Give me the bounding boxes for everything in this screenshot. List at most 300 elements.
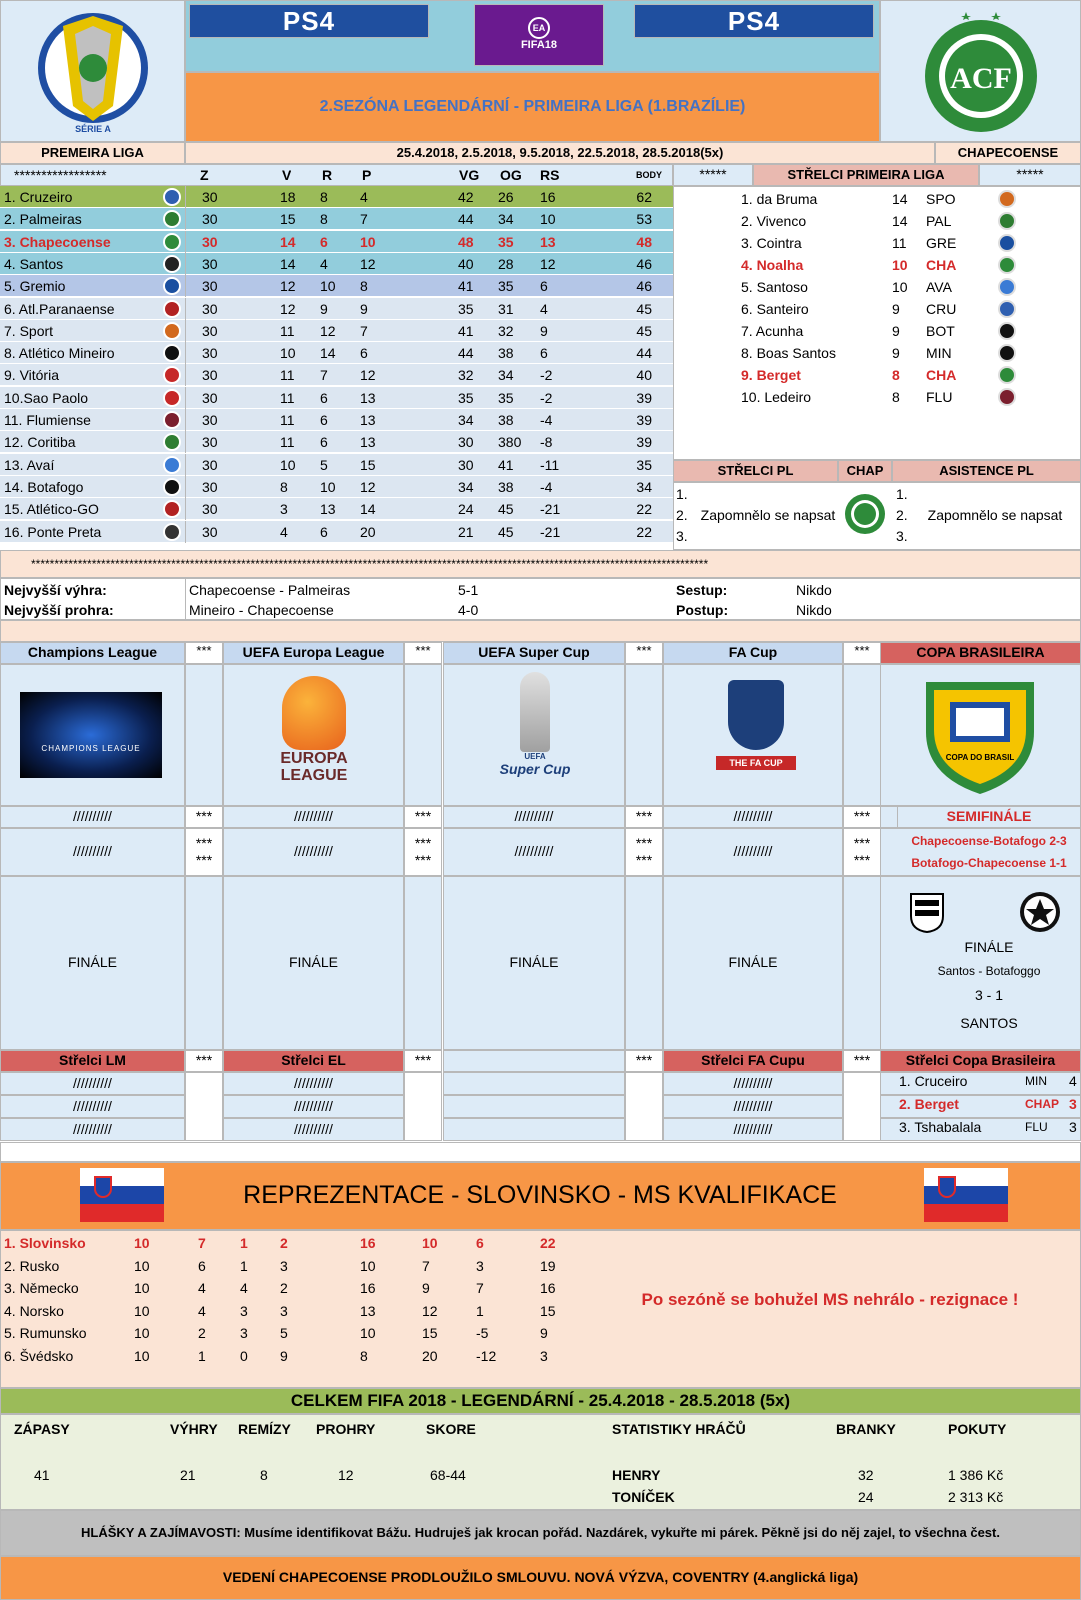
table-cell-og: 35: [498, 278, 514, 295]
slovenia-flag-left-icon: [80, 1168, 164, 1222]
table-cell-r: 10: [320, 278, 336, 295]
national-cell-z: 10: [134, 1257, 150, 1274]
slovenia-flag-right-icon: [924, 1168, 1008, 1222]
table-cell-rs: 12: [540, 255, 556, 272]
chapecoense-logo-icon: [916, 6, 1046, 136]
cup-final: FINÁLE: [663, 876, 843, 1050]
table-cell-r: 14: [320, 345, 336, 362]
asistence-pl-header: ASISTENCE PL: [892, 460, 1081, 482]
cup-placeholder: //////////: [223, 828, 404, 876]
cup-scorer-empty: [443, 1095, 625, 1118]
club-crest-icon: [163, 411, 181, 429]
copa-scorer-name: 3. Tshabalala: [899, 1119, 982, 1135]
copa-final-block: [897, 935, 1081, 1035]
table-cell-og: 35: [498, 233, 514, 250]
team-name: 12. Coritiba: [4, 434, 76, 451]
table-header-stars: *****************: [14, 167, 107, 183]
table-cell-v: 18: [280, 189, 296, 205]
table-cell-rs: 6: [540, 278, 548, 295]
club-crest-icon: [163, 233, 181, 251]
scorer-club-icon: [998, 366, 1016, 384]
club-crest-icon: [163, 188, 181, 206]
national-team: 4. Norsko: [4, 1302, 64, 1319]
champions-league-logo-icon: CHAMPIONS LEAGUE: [20, 692, 162, 778]
table-cell-v: 14: [280, 233, 296, 250]
club-crest-icon: [163, 523, 181, 541]
copa-scorer-club: CHAP: [1025, 1097, 1060, 1111]
copa-scorer-row: [897, 1070, 1081, 1093]
cup-stars: ***: [843, 642, 881, 664]
table-cell-body: 45: [636, 300, 652, 317]
team-name: 5. Gremio: [4, 278, 66, 295]
table-row: [0, 476, 673, 498]
table-cell-p: 13: [360, 434, 376, 451]
table-row-divider: [185, 320, 186, 342]
table-cell-p: 4: [360, 189, 368, 205]
copa-scorer-row: [897, 1093, 1081, 1116]
table-cell-v: 15: [280, 211, 296, 228]
team-name: 2. Palmeiras: [4, 211, 82, 228]
cup-final: FINÁLE: [0, 876, 185, 1050]
highest-loss-match: Mineiro - Chapecoense: [189, 602, 334, 618]
table-cell-body: 22: [636, 523, 652, 540]
cup-stars-empty: [625, 1072, 663, 1141]
table-cell-r: 13: [320, 501, 336, 518]
table-row-divider: [185, 253, 186, 275]
table-cell-v: 11: [280, 322, 295, 339]
cup-scorer-placeholder: //////////: [663, 1118, 843, 1141]
serie-a-logo-cell: [0, 0, 185, 142]
table-cell-vg: 21: [458, 523, 474, 540]
cup-placeholder: //////////: [0, 828, 185, 876]
scorer-name: 3. Cointra: [741, 235, 802, 251]
national-cell-og: 9: [422, 1280, 430, 1296]
national-cell-r: 1: [240, 1235, 248, 1251]
national-cell-r: 3: [240, 1325, 248, 1341]
scorer-goals: 9: [892, 345, 900, 361]
highest-loss-score: 4-0: [458, 602, 479, 618]
super-cup-logo-icon: UEFA Super Cup: [490, 672, 580, 802]
table-cell-og: 380: [498, 434, 522, 451]
national-cell-v: 7: [198, 1235, 206, 1251]
cup-stars: ***: [404, 642, 442, 664]
national-cell-v: 6: [198, 1257, 206, 1274]
table-cell-rs: -11: [540, 456, 560, 473]
table-cell-z: 30: [202, 389, 218, 406]
table-cell-rs: 16: [540, 189, 556, 205]
copa-final-match: Santos - Botafoggo: [937, 964, 1041, 978]
team-name: 9. Vitória: [4, 367, 59, 384]
cup-stars: ***: [404, 1050, 442, 1072]
table-cell-p: 7: [360, 322, 368, 339]
table-cell-v: 8: [280, 478, 288, 495]
table-row: [0, 320, 673, 342]
cup-scorers-header: Střelci Copa Brasileira: [880, 1050, 1081, 1072]
scorer-name: 2. Vivenco: [741, 213, 807, 229]
footer-note: VEDENÍ CHAPECOENSE PRODLOUŽILO SMLOUVU. NOVÁ VÝZVA, COVENTRY (4.anglická liga): [0, 1556, 1081, 1600]
table-row-divider: [185, 186, 186, 208]
table-cell-og: 41: [498, 456, 514, 473]
national-cell-p: 9: [280, 1347, 288, 1364]
national-cell-og: 12: [422, 1302, 438, 1319]
club-crest-icon: [163, 322, 181, 340]
table-cell-p: 14: [360, 501, 376, 518]
spacer-white: [0, 1142, 1081, 1162]
table-cell-body: 44: [636, 345, 652, 362]
national-team: 3. Německo: [4, 1280, 79, 1296]
table-row-divider: [185, 476, 186, 498]
table-cell-vg: 32: [458, 367, 474, 384]
scorer-goals: 9: [892, 301, 900, 317]
table-cell-og: 38: [498, 345, 514, 362]
cup-placeholder: //////////: [663, 806, 843, 828]
scorer-club: AVA: [926, 279, 952, 295]
table-cell-p: 6: [360, 345, 368, 362]
match-dates: 25.4.2018, 2.5.2018, 9.5.2018, 22.5.2018, 28.5.2018(5x): [185, 142, 935, 164]
table-cell-r: 12: [320, 322, 336, 339]
scorer-club-icon: [998, 212, 1016, 230]
table-row: [0, 253, 673, 275]
copa-semifinal-label: SEMIFINÁLE: [897, 806, 1081, 828]
table-cell-rs: -4: [540, 478, 553, 495]
cup-scorer-placeholder: //////////: [663, 1095, 843, 1118]
national-note: Po sezóně se bohužel MS nehrálo - rezignace !: [641, 1290, 1019, 1310]
team-name: 3. Chapecoense: [4, 233, 111, 250]
scorer-name: 8. Boas Santos: [741, 345, 836, 361]
cup-stars: ***: [843, 1050, 881, 1072]
europa-league-logo-icon: EUROPA LEAGUE: [262, 676, 366, 802]
table-cell-og: 38: [498, 478, 514, 495]
table-cell-og: 26: [498, 189, 514, 205]
cup-name: FA Cup: [663, 642, 843, 664]
botafogo-logo-icon: [1018, 890, 1062, 937]
table-row: [0, 186, 673, 208]
copa-scorer-goals: 3: [1069, 1119, 1077, 1135]
national-cell-vg: 10: [360, 1257, 376, 1274]
table-cell-z: 30: [202, 501, 218, 518]
table-row-divider: [185, 454, 186, 476]
cup-stars-cell: [625, 664, 663, 806]
scorer-club-icon: [998, 322, 1016, 340]
club-crest-icon: [163, 300, 181, 318]
table-cell-p: 8: [360, 278, 368, 295]
table-cell-r: 7: [320, 367, 328, 384]
copa-final-score: 3 - 1: [974, 987, 1003, 1003]
table-cell-vg: 44: [458, 345, 474, 362]
national-cell-z: 10: [134, 1325, 150, 1341]
table-header-columns: Z V R P VG OG RS BODY: [200, 167, 663, 183]
cup-stars: ***: [625, 642, 663, 664]
table-cell-z: 30: [202, 367, 218, 384]
cup-stars-cell: [843, 876, 881, 1050]
table-cell-z: 30: [202, 189, 218, 205]
table-cell-z: 30: [202, 322, 218, 339]
national-cell-vg: 13: [360, 1302, 376, 1319]
table-row-divider: [185, 409, 186, 431]
scorer-goals: 11: [892, 235, 907, 251]
scorer-club: CRU: [926, 301, 957, 317]
table-cell-v: 3: [280, 501, 288, 518]
table-cell-z: 30: [202, 233, 218, 250]
copa-scorer-name: 2. Berget: [899, 1096, 959, 1112]
club-crest-icon: [163, 255, 181, 273]
strelci-pl-numbers: 1. 2. 3.: [676, 486, 688, 544]
table-row-divider: [185, 275, 186, 297]
table-cell-rs: -4: [540, 412, 553, 428]
team-name: 7. Sport: [4, 322, 54, 339]
serie-a-logo-icon: [33, 6, 153, 136]
table-cell-vg: 30: [458, 456, 474, 473]
records-panel: [0, 578, 1081, 620]
cup-stars-cell: [404, 876, 442, 1050]
cup-name: COPA BRASILEIRA: [880, 642, 1081, 664]
ea-icon: EA: [528, 17, 550, 39]
cup-placeholder: //////////: [443, 828, 625, 876]
scorer-club: CHA: [926, 257, 957, 273]
table-cell-z: 30: [202, 456, 218, 473]
table-cell-p: 13: [360, 389, 376, 406]
table-cell-body: 62: [636, 189, 652, 205]
club-crest-icon: [163, 456, 181, 474]
national-cell-rs: -5: [476, 1325, 489, 1341]
national-cell-z: 10: [134, 1347, 150, 1364]
table-cell-p: 20: [360, 523, 376, 540]
asistence-pl-numbers: 1. 2. 3.: [896, 486, 908, 544]
table-cell-z: 30: [202, 523, 218, 540]
strelci-pl-header: STŘELCI PL: [673, 460, 838, 482]
table-cell-z: 30: [202, 478, 218, 495]
svg-text:SÉRIE A: SÉRIE A: [74, 124, 111, 134]
cup-stars-cell: [185, 876, 223, 1050]
scorers-title: STŘELCI PRIMEIRA LIGA: [753, 164, 979, 186]
table-cell-r: 6: [320, 434, 328, 451]
scorer-club: MIN: [926, 345, 952, 361]
table-cell-body: 39: [636, 389, 652, 406]
cup-stars: ***: [843, 806, 881, 828]
table-cell-vg: 34: [458, 478, 474, 495]
svg-text:ACF: ACF: [949, 62, 1012, 95]
table-cell-rs: -21: [540, 501, 561, 518]
team-name: 8. Atlético Mineiro: [4, 345, 115, 362]
table-cell-r: 9: [320, 300, 328, 317]
national-team: 6. Švédsko: [4, 1347, 74, 1364]
cup-stars-double: *** ***: [625, 828, 663, 876]
table-cell-og: 45: [498, 523, 514, 540]
table-cell-og: 34: [498, 367, 514, 384]
table-cell-body: 40: [636, 367, 652, 384]
table-row: [0, 387, 673, 409]
cup-placeholder: //////////: [0, 806, 185, 828]
copa-brasil-logo-icon: [920, 672, 1040, 798]
national-team: 1. Slovinsko: [4, 1235, 86, 1251]
fa-cup-logo-icon: THE FA CUP: [716, 680, 796, 790]
national-cell-v: 4: [198, 1302, 206, 1319]
scorer-club-icon: [998, 256, 1016, 274]
national-cell-body: 9: [540, 1325, 548, 1341]
table-cell-p: 12: [360, 255, 376, 272]
copa-scorer-club: MIN: [1025, 1074, 1047, 1088]
cup-scorers-header: Střelci FA Cupu: [663, 1050, 843, 1072]
team-name: 14. Botafogo: [4, 478, 84, 495]
national-cell-body: 22: [540, 1235, 556, 1251]
table-cell-vg: 35: [458, 389, 474, 406]
national-cell-body: 3: [540, 1347, 548, 1364]
table-cell-v: 10: [280, 456, 296, 473]
national-team: 2. Rusko: [4, 1257, 60, 1274]
table-cell-og: 32: [498, 322, 514, 339]
table-cell-v: 11: [280, 434, 295, 451]
table-cell-v: 11: [280, 367, 295, 384]
table-cell-v: 12: [280, 300, 296, 317]
table-cell-z: 30: [202, 300, 218, 317]
cup-stars: ***: [625, 1050, 663, 1072]
scorer-club-icon: [998, 344, 1016, 362]
table-cell-r: 4: [320, 255, 328, 272]
scorer-name: 5. Santoso: [741, 279, 808, 295]
national-team: 5. Rumunsko: [4, 1325, 87, 1341]
table-row: [0, 431, 673, 453]
national-cell-og: 10: [422, 1235, 438, 1251]
team-name: 16. Ponte Preta: [4, 523, 102, 540]
stars-separator: *************************************************************************************************************************************************: [0, 550, 1081, 578]
table-cell-body: 35: [636, 456, 652, 473]
national-cell-og: 7: [422, 1257, 430, 1274]
table-cell-z: 30: [202, 412, 218, 428]
fifa18-badge: EA FIFA18: [474, 4, 604, 66]
table-cell-r: 10: [320, 478, 336, 495]
national-cell-rs: 7: [476, 1280, 484, 1296]
cup-placeholder: //////////: [443, 806, 625, 828]
cup-scorers-header: Střelci EL: [223, 1050, 404, 1072]
team-name: 6. Atl.Paranaense: [4, 300, 115, 317]
scorer-goals: 10: [892, 279, 908, 295]
table-cell-body: 34: [636, 478, 652, 495]
cup-stars-empty: [185, 1072, 223, 1141]
scorer-name: 4. Noalha: [741, 257, 804, 273]
table-cell-v: 10: [280, 345, 296, 362]
table-cell-body: 53: [636, 211, 652, 228]
table-row-divider: [185, 521, 186, 543]
national-cell-r: 4: [240, 1280, 248, 1296]
copa-scorer-row: [897, 1116, 1081, 1139]
national-cell-p: 2: [280, 1235, 288, 1251]
cup-scorer-placeholder: //////////: [0, 1072, 185, 1095]
national-cell-p: 3: [280, 1257, 288, 1274]
table-cell-r: 6: [320, 233, 328, 250]
table-cell-v: 11: [280, 412, 295, 428]
table-cell-r: 5: [320, 456, 328, 473]
scorer-club-icon: [998, 388, 1016, 406]
table-cell-vg: 34: [458, 412, 474, 428]
cup-name: Champions League: [0, 642, 185, 664]
table-cell-p: 7: [360, 211, 368, 228]
cup-stars-empty: [843, 1072, 881, 1141]
table-cell-rs: 10: [540, 211, 556, 228]
cup-name: UEFA Europa League: [223, 642, 404, 664]
team-name: 15. Atlético-GO: [4, 501, 99, 518]
cup-final: FINÁLE: [223, 876, 404, 1050]
postup-value: Nikdo: [796, 602, 832, 618]
cup-stars-cell: [404, 664, 442, 806]
league-label: PREMEIRA LIGA: [0, 142, 185, 164]
copa-scorer-name: 1. Cruceiro: [899, 1073, 968, 1089]
national-cell-r: 1: [240, 1257, 248, 1274]
scorer-club: BOT: [926, 323, 955, 339]
copa-winner: SANTOS: [960, 1015, 1018, 1031]
table-cell-r: 8: [320, 211, 328, 228]
national-cell-z: 10: [134, 1280, 150, 1296]
team-name: 4. Santos: [4, 255, 64, 272]
table-cell-body: 22: [636, 501, 652, 518]
table-cell-r: 6: [320, 389, 328, 406]
national-cell-vg: 16: [360, 1235, 376, 1251]
table-row-divider: [185, 208, 186, 230]
table-cell-body: 46: [636, 278, 652, 295]
cup-stars: ***: [625, 806, 663, 828]
cup-stars: ***: [185, 642, 223, 664]
table-cell-og: 45: [498, 501, 514, 518]
national-cell-body: 16: [540, 1280, 556, 1296]
table-cell-og: 31: [498, 300, 514, 317]
scorer-goals: 9: [892, 323, 900, 339]
table-row: [0, 409, 673, 431]
table-cell-og: 34: [498, 211, 514, 228]
scorer-name: 9. Berget: [741, 367, 801, 383]
scorers-stars-left: *****: [673, 164, 753, 186]
highest-win-match: Chapecoense - Palmeiras: [189, 582, 351, 598]
scorer-club: GRE: [926, 235, 957, 251]
scorer-club-icon: [998, 278, 1016, 296]
cup-name: UEFA Super Cup: [443, 642, 625, 664]
scorer-goals: 14: [892, 191, 908, 207]
sestup-value: Nikdo: [796, 582, 832, 598]
cup-final: FINÁLE: [443, 876, 625, 1050]
table-cell-rs: 13: [540, 233, 556, 250]
national-cell-v: 4: [198, 1280, 206, 1296]
table-cell-p: 15: [360, 456, 376, 473]
national-cell-p: 5: [280, 1325, 288, 1341]
table-row-divider: [185, 364, 186, 386]
ps4-right-badge: PS4: [634, 4, 874, 38]
table-row-divider: [185, 231, 186, 253]
scorer-club-icon: [998, 300, 1016, 318]
table-cell-z: 30: [202, 345, 218, 362]
table-cell-r: 6: [320, 523, 328, 540]
cup-placeholder: //////////: [223, 806, 404, 828]
scorer-name: 6. Santeiro: [741, 301, 809, 317]
team-name: 13. Avaí: [4, 456, 55, 473]
table-cell-p: 10: [360, 233, 376, 250]
scorer-club-icon: [998, 190, 1016, 208]
national-cell-og: 20: [422, 1347, 438, 1364]
sestup-label: Sestup:: [676, 582, 728, 598]
asistence-pl-note: Zapomnělo se napsat: [927, 507, 1063, 524]
national-cell-r: 3: [240, 1302, 248, 1319]
table-row: [0, 275, 673, 297]
national-cell-v: 1: [198, 1347, 206, 1364]
national-cell-r: 0: [240, 1347, 248, 1364]
highest-win-label: Nejvyšší výhra:: [4, 582, 107, 598]
scorer-club-icon: [998, 234, 1016, 252]
table-row-divider: [185, 387, 186, 409]
cup-stars: ***: [404, 806, 442, 828]
table-row: [0, 208, 673, 230]
copa-scorer-club: FLU: [1025, 1120, 1048, 1134]
table-row: [0, 498, 673, 520]
scorer-goals: 8: [892, 367, 900, 383]
club-label: CHAPECOENSE: [935, 142, 1081, 164]
table-cell-vg: 48: [458, 233, 474, 250]
